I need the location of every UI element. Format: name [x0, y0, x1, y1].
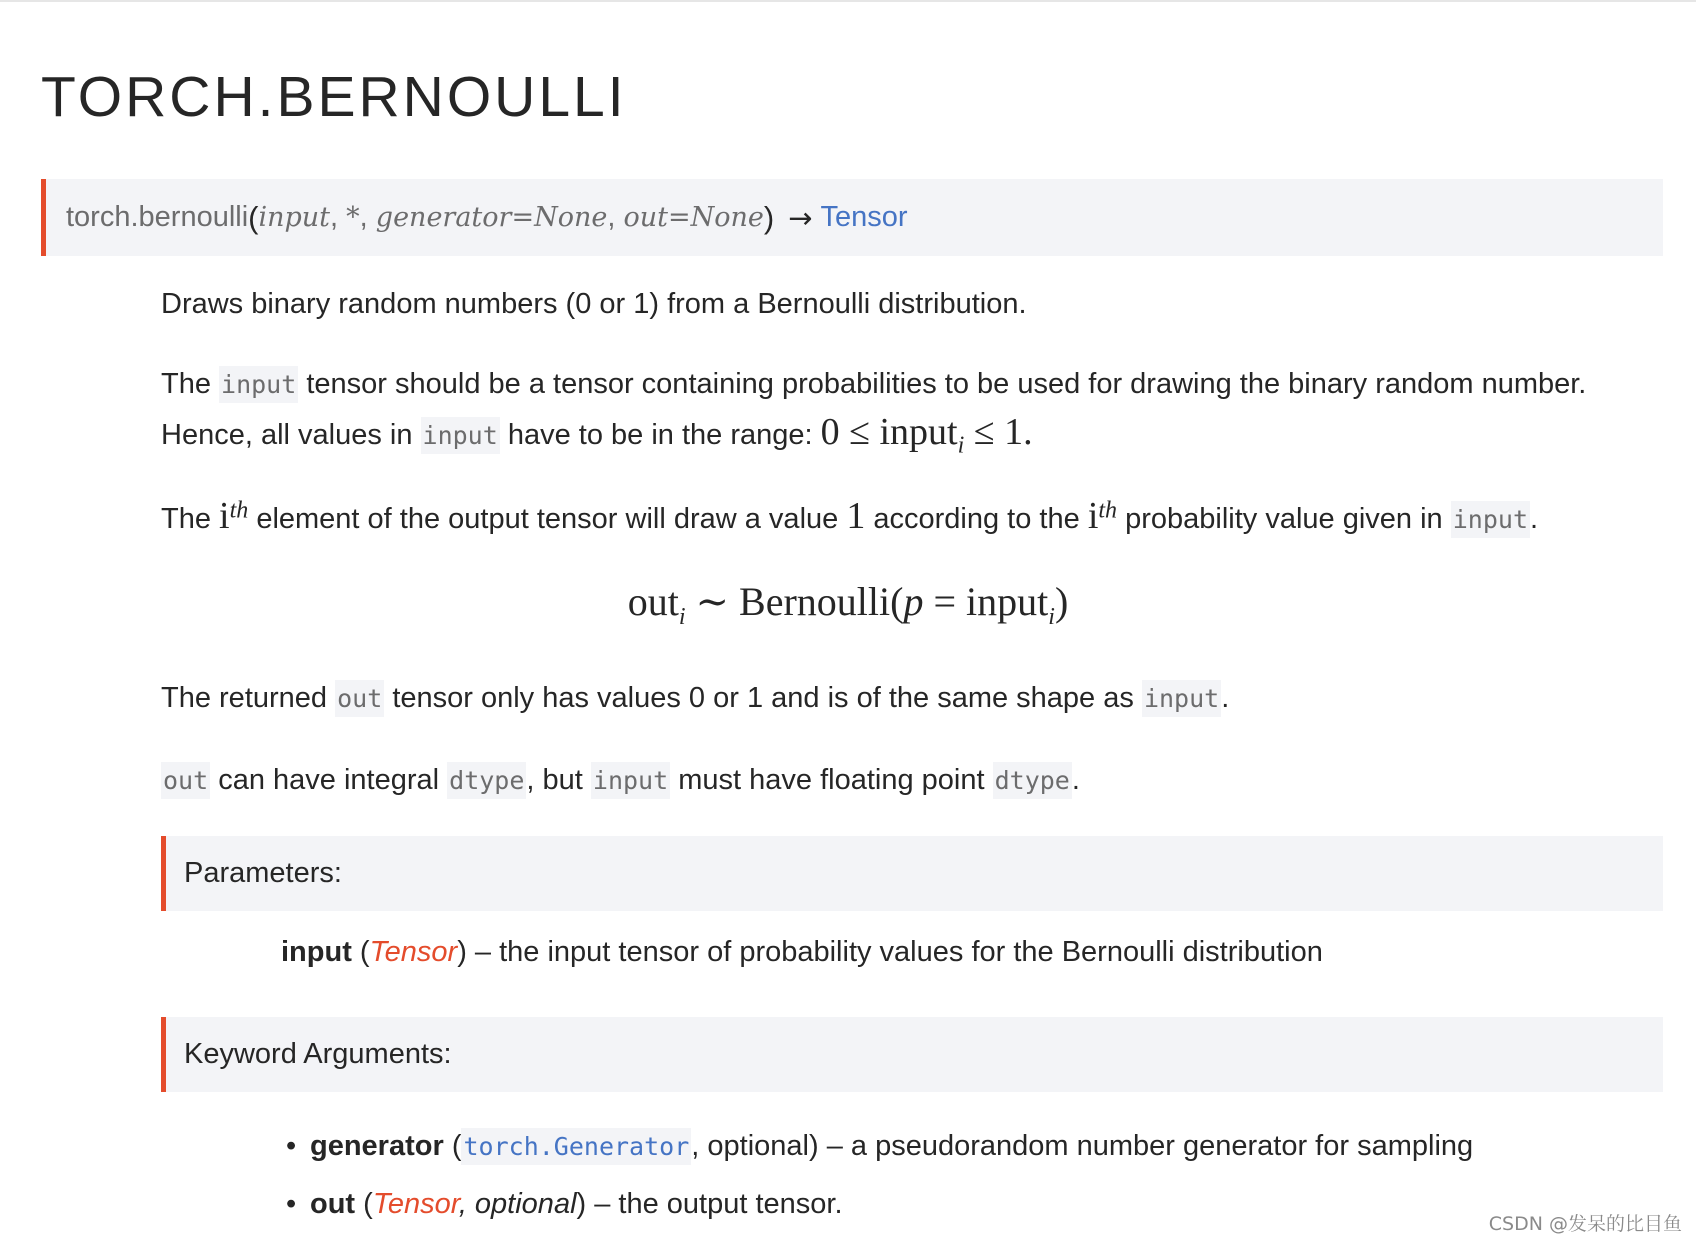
inline-code-input: input: [219, 366, 298, 403]
text: Hence, all values in: [161, 419, 421, 451]
inline-code-input: input: [1451, 501, 1530, 538]
text: have to be in the range:: [499, 419, 821, 451]
text: element of the output tensor will draw a value: [248, 503, 847, 535]
math-superscript: th: [1098, 497, 1118, 524]
parameters-heading-label: Parameters:: [184, 857, 342, 889]
bullet-icon: •: [286, 1130, 297, 1162]
display-formula: [0, 578, 1696, 630]
text: , optional: [458, 1188, 577, 1220]
text: (: [351, 936, 370, 968]
list-item: [286, 1122, 1474, 1180]
param-description: – the input tensor of probability values for the Bernoulli distribution: [466, 936, 1323, 968]
kwarg-name: generator: [310, 1130, 444, 1162]
text: (: [443, 1130, 462, 1162]
keyword-heading-label: Keyword Arguments:: [184, 1038, 452, 1070]
inline-code-dtype: dtype: [447, 762, 526, 799]
formula-close: ): [1054, 579, 1069, 624]
math-input: input: [879, 411, 958, 453]
formula-out: out: [627, 579, 679, 624]
signature-arg-generator: generator=None: [375, 202, 608, 233]
watermark: CSDN @发呆的比目鱼: [1488, 1213, 1682, 1235]
formula-p: p: [903, 579, 924, 624]
text: ): [808, 1130, 819, 1162]
text: ): [457, 936, 467, 968]
math-zero: 0 ≤: [820, 411, 880, 453]
formula-bernoulli: ∼ Bernoulli(: [685, 579, 904, 624]
inline-code-input: input: [591, 762, 670, 799]
signature-comma: ,: [330, 201, 339, 233]
inline-code-dtype: dtype: [993, 762, 1072, 799]
bullet-icon: •: [286, 1188, 297, 1220]
text: .: [1530, 503, 1539, 535]
signature-open-paren: (: [248, 199, 259, 235]
inline-code-out: out: [335, 680, 384, 717]
inline-code-out: out: [161, 762, 210, 799]
inline-code-input: input: [421, 417, 500, 454]
param-name: input: [281, 936, 352, 968]
kwarg-name: out: [310, 1188, 356, 1220]
signature-comma: ,: [607, 201, 616, 233]
parameter-input: [281, 936, 1323, 969]
text: must have floating point: [670, 764, 993, 796]
text: The returned: [161, 682, 336, 714]
text: probability value given in: [1117, 503, 1451, 535]
returned-description: [161, 674, 1229, 723]
signature-arg-input: input: [258, 202, 331, 233]
signature-arg-out: out=None: [623, 202, 764, 233]
text: .: [1071, 764, 1080, 796]
text: .: [1221, 682, 1230, 714]
description-summary: Draws binary random numbers (0 or 1) from a Bernoulli distribution.: [161, 288, 1027, 320]
kwarg-type-link[interactable]: Tensor: [372, 1188, 459, 1220]
keyword-arguments-list: [286, 1122, 1474, 1238]
return-arrow-icon: →: [788, 200, 813, 235]
signature-comma: ,: [359, 201, 368, 233]
text: tensor should be a tensor containing probabilities to be used for drawing the binary random number.: [298, 368, 1587, 400]
text: can have integral: [210, 764, 448, 796]
math-one: ≤ 1.: [964, 411, 1033, 453]
math-one: 1: [846, 495, 866, 537]
signature-arg-star: *: [346, 202, 360, 233]
text: (: [355, 1188, 373, 1220]
param-type-link[interactable]: Tensor: [369, 936, 458, 968]
text: , optional: [691, 1130, 809, 1162]
kwarg-description: – the output tensor.: [586, 1188, 843, 1220]
kwarg-type-link[interactable]: torch.Generator: [461, 1128, 691, 1165]
math-i: i: [1087, 495, 1099, 537]
text: tensor only has values 0 or 1 and is of the same shape as: [384, 682, 1142, 714]
formula-input: = input: [923, 579, 1049, 624]
function-signature: [41, 179, 1663, 256]
range-math: [820, 411, 1033, 459]
text: according to the: [865, 503, 1088, 535]
math-subscript: i: [957, 432, 965, 459]
keyword-arguments-heading: [161, 1017, 1663, 1092]
text: , but: [526, 764, 591, 796]
top-border: [0, 0, 1696, 2]
math-superscript: th: [229, 497, 249, 524]
parameters-heading: [161, 836, 1663, 911]
description-element-rule: [161, 492, 1538, 544]
signature-close-paren: ): [763, 199, 775, 235]
description-input-range: [161, 408, 1033, 460]
text: The: [161, 368, 220, 400]
formula-subscript: i: [678, 604, 686, 630]
page-title: TORCH.BERNOULLI: [41, 65, 627, 129]
list-item: [286, 1180, 1473, 1238]
description-input-line1: [161, 360, 1586, 409]
math-i: i: [219, 495, 230, 537]
dtype-note: [161, 756, 1080, 805]
signature-function-name: torch.bernoulli: [66, 201, 249, 233]
text: ): [576, 1188, 587, 1220]
inline-code-input: input: [1142, 680, 1221, 717]
text: The: [161, 503, 220, 535]
return-type-link[interactable]: Tensor: [820, 201, 908, 233]
kwarg-description: – a pseudorandom number generator for sampling: [818, 1130, 1474, 1162]
formula-subscript: i: [1048, 604, 1055, 630]
